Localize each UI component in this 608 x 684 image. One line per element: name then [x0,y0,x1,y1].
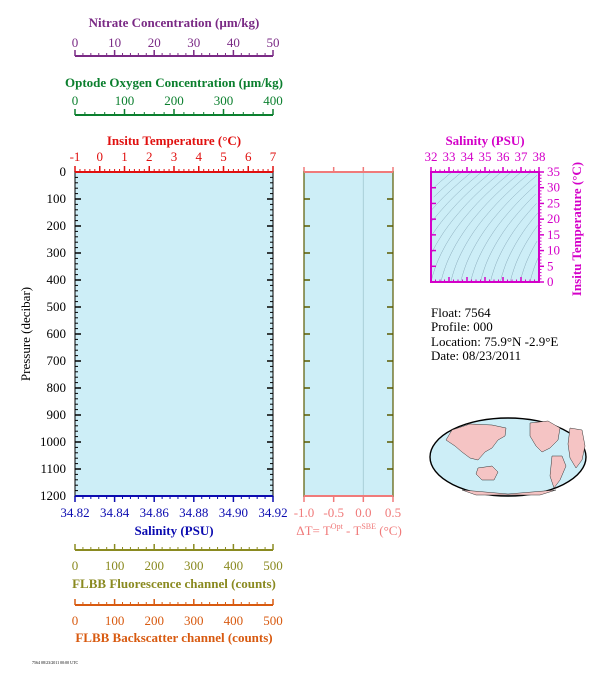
nitrate-tick-label: 20 [147,35,161,50]
flbb_back-axis-title: FLBB Backscatter channel (counts) [75,630,273,645]
oxygen-tick-label: 400 [263,93,283,108]
pressure-tick-label: 900 [46,407,66,422]
pressure-tick-label: 300 [46,245,66,260]
flbb_fluor-tick-label: 100 [104,558,125,573]
temperature-axis-title: Insitu Temperature (°C) [106,133,242,148]
pressure-axis-label: Pressure (decibar) [18,286,33,382]
oxygen-tick-label: 300 [213,93,234,108]
main-plot-area [75,172,273,496]
nitrate-tick-label: 30 [187,35,201,50]
salinity-tick-label: 34.84 [99,505,130,520]
temperature-tick-label: 3 [170,149,178,164]
ts-x-tick-label: 34 [460,149,474,164]
nitrate-tick-label: 10 [108,35,122,50]
oxygen-tick-label: 200 [164,93,184,108]
salinity-tick-label: 34.92 [258,505,288,520]
nitrate-axis-title: Nitrate Concentration (µm/kg) [88,15,260,30]
salinity-tick-label: 34.90 [218,505,249,520]
ts-y-tick-label: 30 [547,179,560,195]
temperature-tick-label: 7 [269,149,277,164]
ts-x-tick-label: 36 [496,149,510,164]
delta-t-axis-label: $\Delta T= T^{Opt} - T^{SBE}$ (°C) [296,522,402,538]
ts-x-tick-label: 37 [514,149,528,164]
oxygen-tick-label: 100 [114,93,135,108]
delta-t-tick-label: 0.5 [384,505,402,520]
flbb_fluor-tick-label: 300 [184,558,204,573]
temperature-tick-label: -1 [69,149,81,164]
nitrate-tick-label: 0 [71,35,79,50]
flbb_fluor-tick-label: 200 [144,558,164,573]
flbb_fluor-tick-label: 400 [223,558,244,573]
oxygen-tick-label: 0 [71,93,79,108]
flbb_back-tick-label: 100 [104,613,125,628]
flbb_back-tick-label: 0 [71,613,79,628]
flbb_fluor-axis-title: FLBB Fluorescence channel (counts) [72,576,276,591]
flbb_back-tick-label: 300 [184,613,204,628]
delta-t-tick-label: 0.0 [355,505,372,520]
ts-x-tick-label: 32 [424,149,438,164]
salinity-tick-label: 34.82 [60,505,90,520]
ts-temperature-axis-label: Insitu Temperature (°C) [569,161,584,297]
pressure-tick-label: 400 [46,272,66,287]
temperature-tick-label: 6 [245,149,252,164]
nitrate-tick-label: 50 [266,35,280,50]
profile-number-text: Profile: 000 [431,319,493,334]
flbb_back-tick-label: 200 [144,613,164,628]
flbb_fluor-tick-label: 500 [263,558,283,573]
location-text: Location: 75.9°N -2.9°E [431,334,559,349]
temperature-tick-label: 0 [96,149,103,164]
ts-x-tick-label: 38 [532,149,546,164]
nitrate-tick-label: 40 [226,35,240,50]
ts-x-tick-label: 33 [442,149,456,164]
flbb_back-tick-label: 400 [223,613,244,628]
pressure-tick-label: 1000 [40,434,66,449]
temperature-tick-label: 2 [146,149,153,164]
ts-y-tick-label: 0 [547,274,554,289]
ts-salinity-axis-label: Salinity (PSU) [445,133,525,148]
ts-y-tick-label: 15 [547,226,560,242]
world-map [430,418,586,496]
float-id-text: Float: 7564 [431,305,491,320]
ts-y-tick-label: 35 [547,164,560,179]
pressure-tick-label: 700 [46,353,66,368]
temperature-tick-label: 5 [220,149,227,164]
salinity-tick-label: 34.88 [179,505,209,520]
ts-y-tick-label: 5 [547,258,554,274]
temperature-tick-label: 1 [121,149,128,164]
ts-y-tick-label: 25 [547,195,560,211]
pressure-tick-label: 1200 [40,488,66,503]
ts-x-tick-label: 35 [478,149,492,164]
pressure-tick-label: 200 [46,218,66,233]
pressure-tick-label: 1100 [40,461,66,476]
pressure-tick-label: 500 [46,299,66,314]
delta-t-tick-label: -1.0 [293,505,315,520]
flbb_back-tick-label: 500 [263,613,283,628]
salinity-tick-label: 34.86 [139,505,169,520]
delta-t-plot-area [304,172,393,496]
pressure-tick-label: 800 [46,380,66,395]
ts-y-tick-label: 20 [547,211,560,227]
date-text: Date: 08/23/2011 [431,348,522,363]
flbb_fluor-tick-label: 0 [71,558,79,573]
footer-code: 7564 08/23/2011 00:00 UTC [32,660,79,665]
delta-t-tick-label: -0.5 [323,505,344,520]
pressure-tick-label: 0 [59,164,66,179]
temperature-tick-label: 4 [195,149,202,164]
pressure-tick-label: 600 [46,326,66,341]
ts-y-tick-label: 10 [547,242,560,258]
salinity-axis-title: Salinity (PSU) [134,523,214,538]
oxygen-axis-title: Optode Oxygen Concentration (µm/kg) [64,75,284,90]
pressure-tick-label: 100 [46,191,66,206]
